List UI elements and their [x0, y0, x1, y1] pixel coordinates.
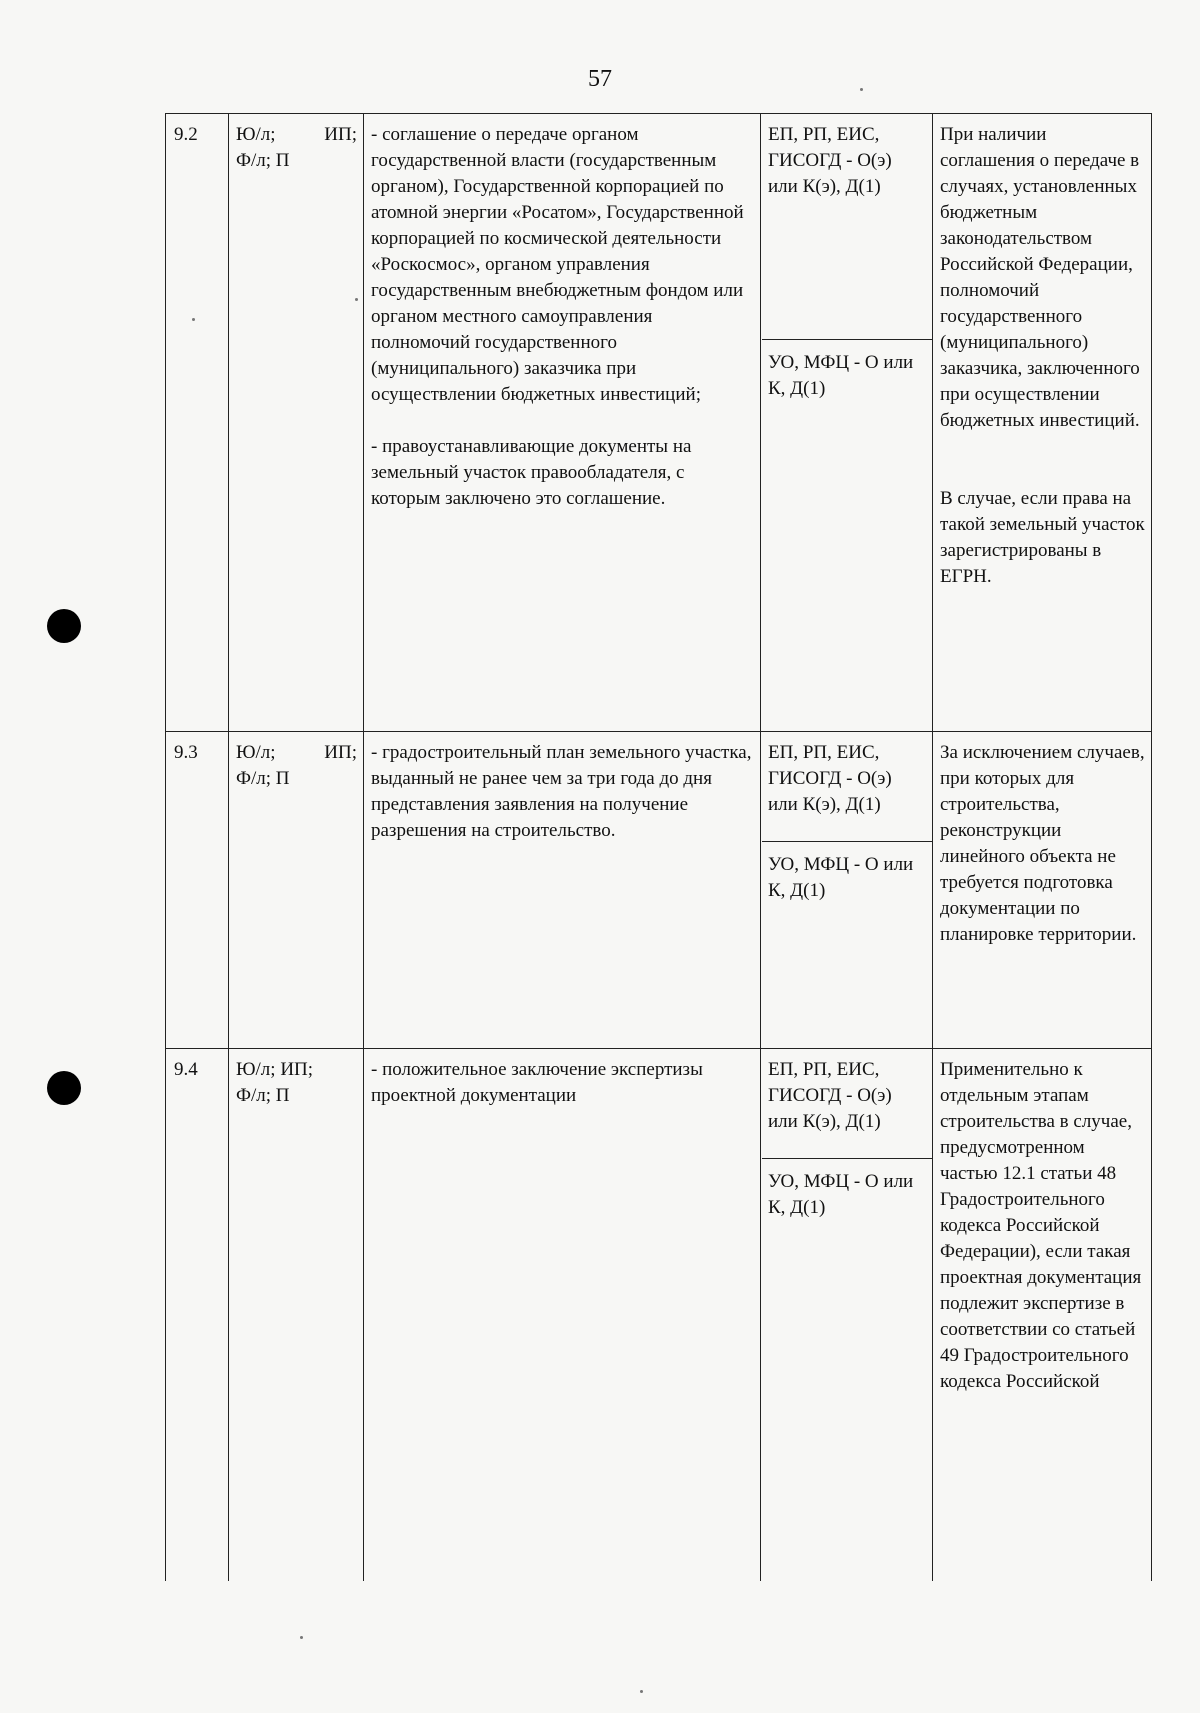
- submission-method-office: УО, МФЦ - О или К, Д(1): [768, 854, 914, 901]
- scan-speck: [640, 1690, 643, 1693]
- applicant-type: Ф/л; П: [236, 1085, 290, 1106]
- applicant-cell: [229, 114, 364, 732]
- submission-method-office: УО, МФЦ - О или К, Д(1): [768, 1171, 914, 1218]
- document-text: - правоустанавливающие документы на земельный участок правообладателя, с которым заключено это соглашение.: [371, 436, 692, 509]
- scan-speck: [300, 1636, 303, 1639]
- table-row: [166, 114, 1152, 732]
- document-text: - соглашение о передаче органом государственной власти (государственным органом), Государственной корпорацией по атомной энергии «Росатом», Государственной корпорацией по космической деятельности «Роскосмос», органом управления государственным внебюджетным фондом или органом местного самоуправления полномочий государственного (муниципального) заказчика при осуществлении бюджетных инвестиций;: [371, 124, 744, 405]
- applicant-cell: [229, 732, 364, 1049]
- table-row: [166, 732, 1152, 1049]
- applicant-type: ИП;: [324, 124, 357, 145]
- document-cell: [364, 1049, 761, 1581]
- applicant-type: Ф/л; П: [236, 150, 290, 171]
- documents-table: [165, 113, 1152, 1581]
- note-cell: [933, 114, 1152, 732]
- note-text: В случае, если права на такой земельный участок зарегистрированы в ЕГРН.: [940, 488, 1145, 587]
- submission-method-cell: [761, 1049, 933, 1581]
- submission-method-cell: [761, 114, 933, 732]
- submission-method-electronic: ЕП, РП, ЕИС, ГИСОГД - О(э) или К(э), Д(1): [768, 742, 892, 815]
- document-text: - положительное заключение экспертизы проектной документации: [371, 1059, 703, 1106]
- applicant-type: ИП;: [324, 742, 357, 763]
- binder-hole-bottom: [47, 1071, 81, 1105]
- table-row: [166, 1049, 1152, 1581]
- document-cell: [364, 114, 761, 732]
- document-cell: [364, 732, 761, 1049]
- binder-hole-top: [47, 609, 81, 643]
- note-text: Применительно к отдельным этапам строительства в случае, предусмотренном частью 12.1 статьи 48 Градостроительного кодекса Российской Федерации), если такая проектная документация подлежит экспертизе в соответствии со статьей 49 Градостроительного кодекса Российской: [940, 1059, 1142, 1392]
- page-number: 57: [588, 66, 612, 92]
- submission-method-office: УО, МФЦ - О или К, Д(1): [768, 352, 914, 399]
- document-text: - градостроительный план земельного участка, выданный не ранее чем за три года до дня представления заявления на получение разрешения на строительство.: [371, 742, 752, 841]
- scan-speck: [860, 88, 863, 91]
- submission-method-electronic: ЕП, РП, ЕИС, ГИСОГД - О(э) или К(э), Д(1): [768, 1059, 892, 1132]
- applicant-type: Ю/л;: [236, 742, 276, 763]
- row-number: 9.3: [166, 732, 229, 1049]
- submission-method-electronic: ЕП, РП, ЕИС, ГИСОГД - О(э) или К(э), Д(1): [768, 124, 892, 197]
- applicant-type: Ю/л; ИП;: [236, 1059, 314, 1080]
- row-number: 9.4: [166, 1049, 229, 1581]
- note-cell: [933, 732, 1152, 1049]
- applicant-cell: [229, 1049, 364, 1581]
- row-number: 9.2: [166, 114, 229, 732]
- note-text: При наличии соглашения о передаче в случаях, установленных бюджетным законодательством Российской Федерации, полномочий государственного (муниципального) заказчика, заключенного при осуществлении бюджетных инвестиций.: [940, 124, 1140, 431]
- submission-method-cell: [761, 732, 933, 1049]
- note-text: За исключением случаев, при которых для строительства, реконструкции линейного объекта не требуется подготовка документации по планировке территории.: [940, 742, 1145, 945]
- note-cell: [933, 1049, 1152, 1581]
- applicant-type: Ф/л; П: [236, 768, 290, 789]
- applicant-type: Ю/л;: [236, 124, 276, 145]
